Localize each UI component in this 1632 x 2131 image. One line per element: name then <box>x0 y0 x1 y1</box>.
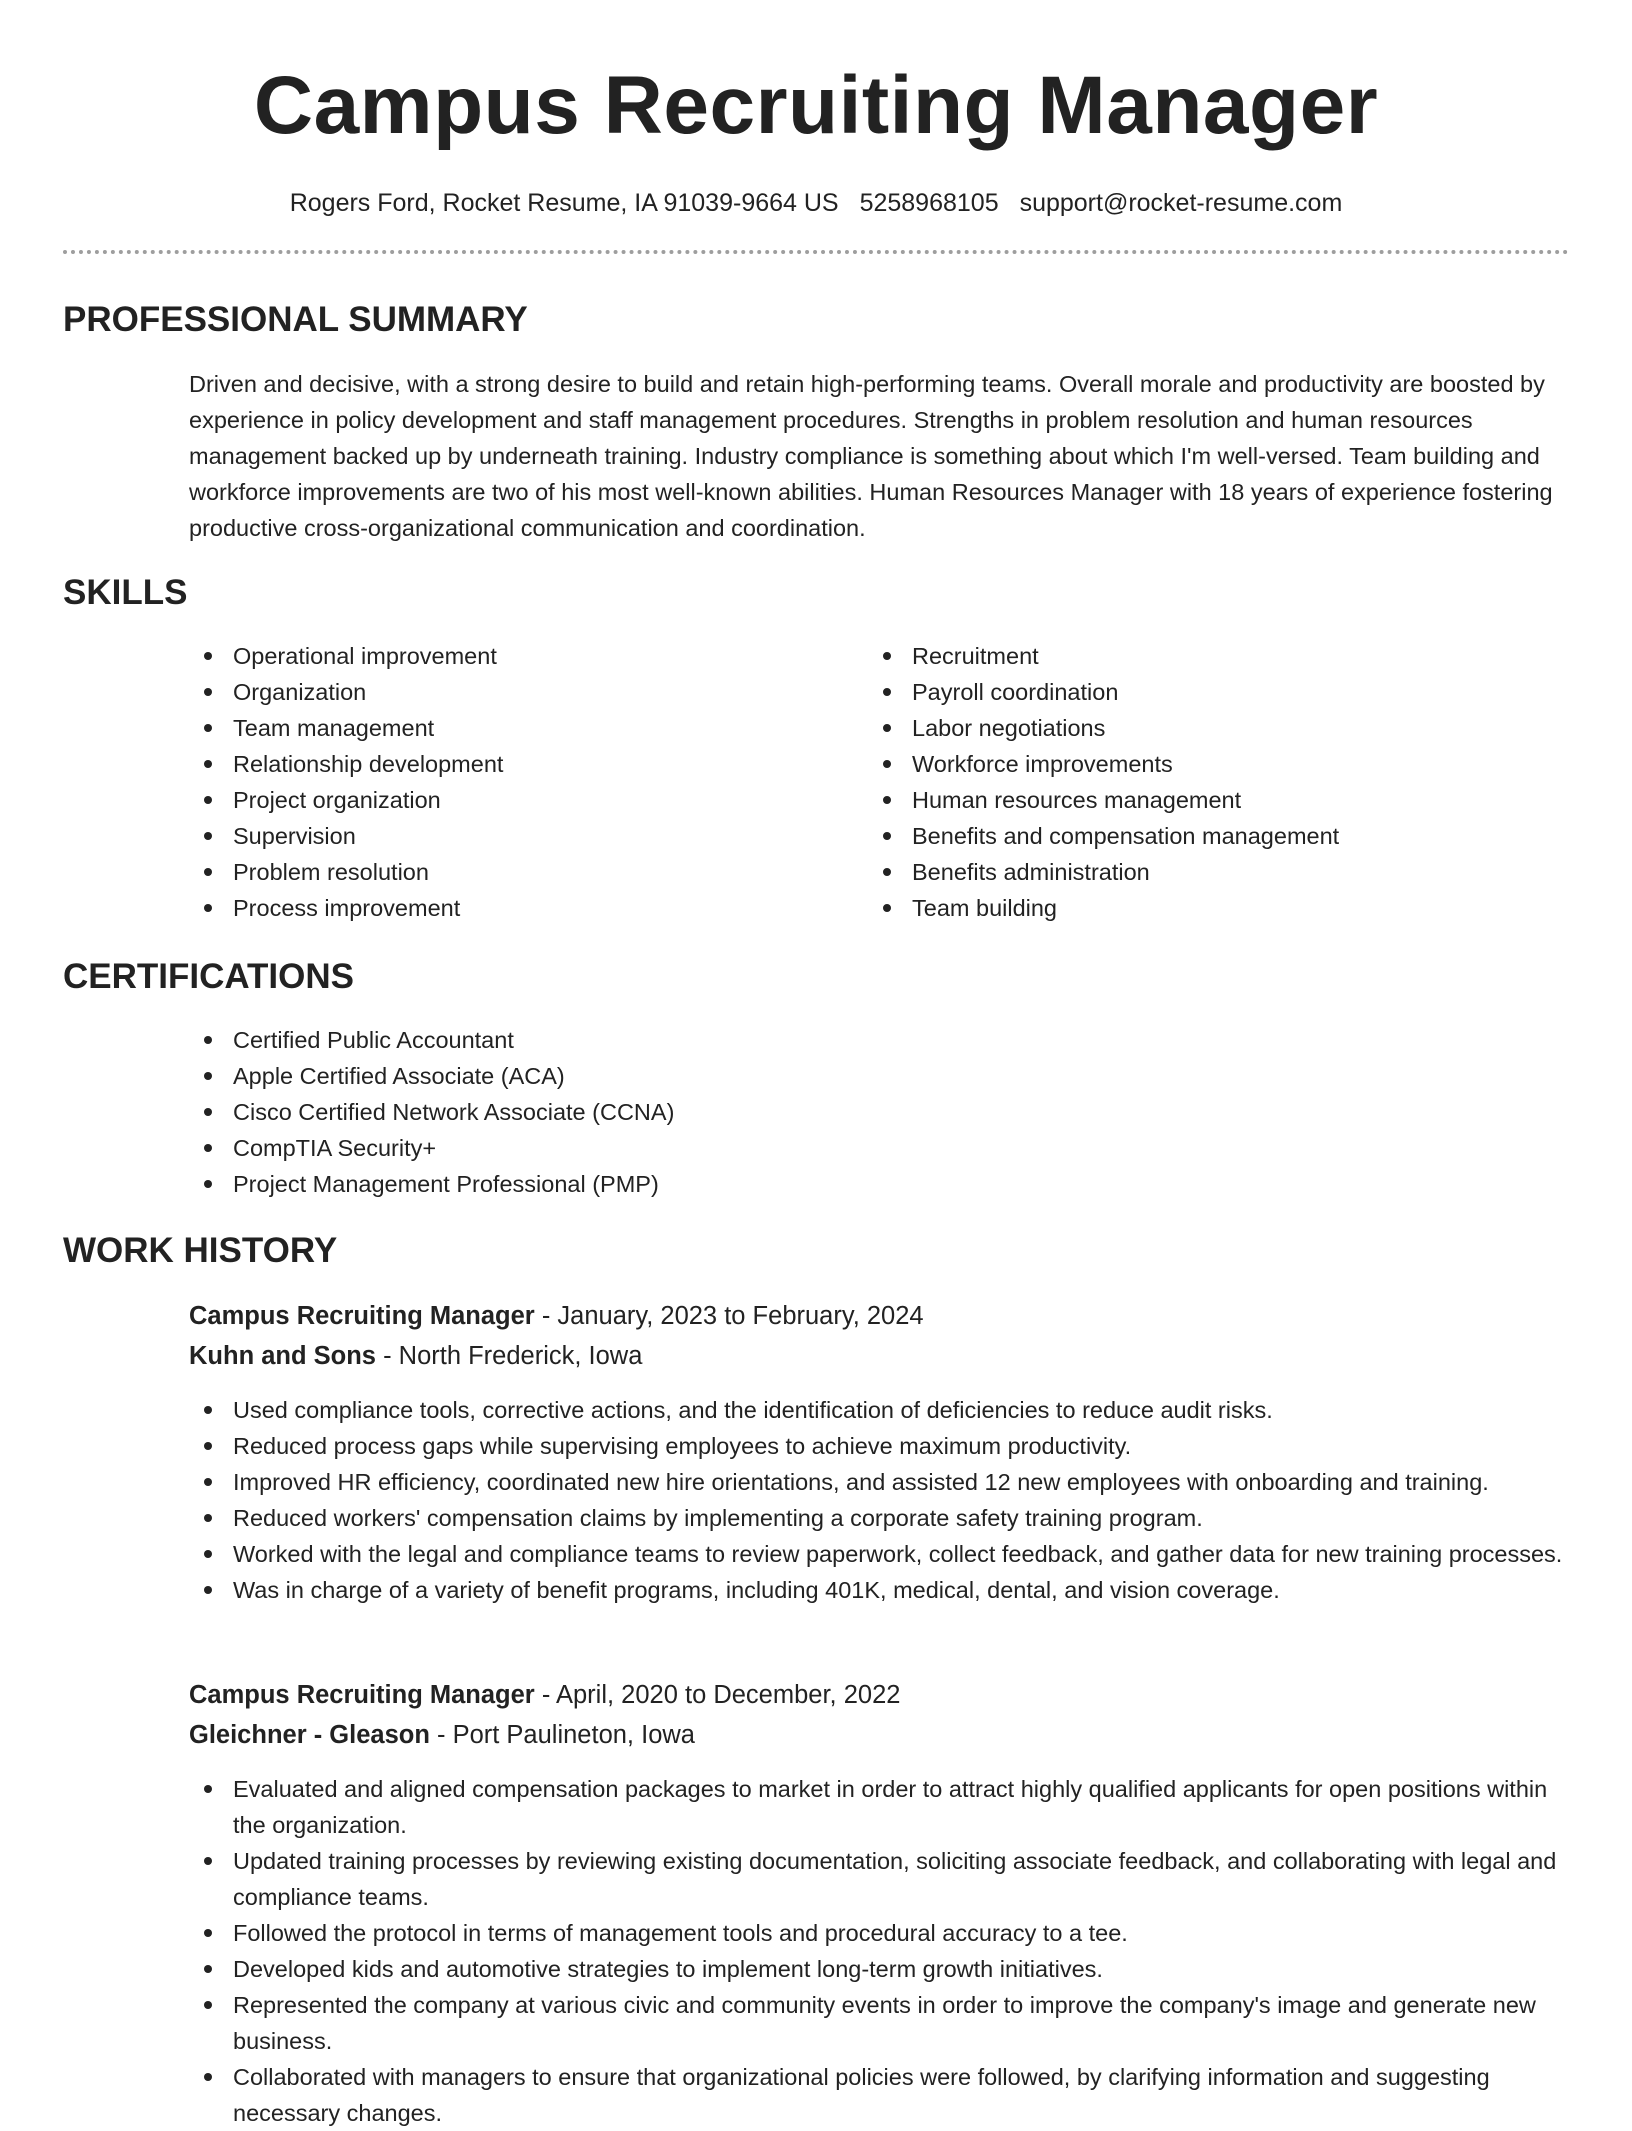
bullet-icon <box>204 1965 212 1973</box>
bullet-icon <box>204 1144 212 1152</box>
certification-item: Apple Certified Associate (ACA) <box>189 1058 1569 1094</box>
bullet-icon <box>204 1180 212 1188</box>
skill-item: Benefits administration <box>868 854 1568 890</box>
job-title-line <box>189 1675 900 1715</box>
bullet-icon <box>204 796 212 804</box>
section-title-certifications: CERTIFICATIONS <box>63 957 355 996</box>
certification-item: Project Management Professional (PMP) <box>189 1166 1569 1202</box>
bullet-icon <box>204 904 212 912</box>
skill-item: Organization <box>189 674 849 710</box>
skill-item: Recruitment <box>868 638 1568 674</box>
job-bullet-item: Reduced process gaps while supervising employees to achieve maximum productivity. <box>189 1428 1569 1464</box>
bullet-icon <box>204 2001 212 2009</box>
job-dates: - April, 2020 to December, 2022 <box>534 1681 901 1709</box>
skill-item: Supervision <box>189 818 849 854</box>
job-bullet-item: Developed kids and automotive strategies to implement long-term growth initiatives. <box>189 1951 1569 1987</box>
contact-line <box>0 188 1632 218</box>
bullet-icon <box>204 868 212 876</box>
summary-text: Driven and decisive, with a strong desire to build and retain high-performing teams. Overall morale and productivity are boosted by experience in policy development and staff management procedures. Strengths in problem resolution and human resources management backed up by underneath training. Industry compliance is something about which I'm well-versed. Team building and workforce improvements are two of his most well-known abilities. Human Resources Manager with 18 years of experience fostering productive cross-organizational communication and coordination. <box>189 371 1553 541</box>
contact-phone: 5258968105 <box>859 189 999 217</box>
bullet-icon <box>204 1108 212 1116</box>
skill-item: Labor negotiations <box>868 710 1568 746</box>
job-bullet-item: Worked with the legal and compliance teams to review paperwork, collect feedback, and gather data for new training processes. <box>189 1536 1569 1572</box>
bullet-icon <box>204 1857 212 1865</box>
bullet-icon <box>204 688 212 696</box>
job-bullet-item: Updated training processes by reviewing existing documentation, soliciting associate feedback, and collaborating with legal and compliance teams. <box>189 1843 1569 1915</box>
certification-item: Certified Public Accountant <box>189 1022 1569 1058</box>
contact-address: Rogers Ford, Rocket Resume, IA 91039-9664 US <box>289 189 839 217</box>
skills-list-left <box>189 638 849 926</box>
job-company: Gleichner - Gleason <box>189 1721 430 1749</box>
bullet-icon <box>883 796 891 804</box>
job-company-line <box>189 1336 642 1376</box>
skill-item: Benefits and compensation management <box>868 818 1568 854</box>
skill-item: Operational improvement <box>189 638 849 674</box>
bullet-icon <box>204 1550 212 1558</box>
job-bullet-item: Followed the protocol in terms of management tools and procedural accuracy to a tee. <box>189 1915 1569 1951</box>
bullet-icon <box>204 652 212 660</box>
job-bullet-item: Represented the company at various civic and community events in order to improve the company's image and generate new business. <box>189 1987 1569 2059</box>
bullet-icon <box>204 1785 212 1793</box>
bullet-icon <box>883 868 891 876</box>
resume-title: Campus Recruiting Manager <box>253 60 1379 151</box>
job-bullet-item: Was in charge of a variety of benefit programs, including 401K, medical, dental, and vision coverage. <box>189 1572 1569 1608</box>
certification-item: CompTIA Security+ <box>189 1130 1569 1166</box>
bullet-icon <box>204 1514 212 1522</box>
resume-header <box>0 0 1632 218</box>
skill-item: Relationship development <box>189 746 849 782</box>
section-title-work-history: WORK HISTORY <box>63 1231 338 1270</box>
skill-item: Team management <box>189 710 849 746</box>
bullet-icon <box>204 1406 212 1414</box>
bullet-icon <box>204 1072 212 1080</box>
skill-item: Team building <box>868 890 1568 926</box>
bullet-icon <box>204 724 212 732</box>
job-title: Campus Recruiting Manager <box>189 1681 535 1709</box>
bullet-icon <box>204 1929 212 1937</box>
bullet-icon <box>883 760 891 768</box>
bullet-icon <box>204 1478 212 1486</box>
job-bullet-item: Improved HR efficiency, coordinated new hire orientations, and assisted 12 new employees with onboarding and training. <box>189 1464 1569 1500</box>
bullet-icon <box>883 724 891 732</box>
job-bullet-item: Reduced workers' compensation claims by implementing a corporate safety training program. <box>189 1500 1569 1536</box>
skill-item: Payroll coordination <box>868 674 1568 710</box>
bullet-icon <box>204 1036 212 1044</box>
skill-item: Project organization <box>189 782 849 818</box>
bullet-icon <box>204 832 212 840</box>
job-location: - North Frederick, Iowa <box>376 1342 643 1370</box>
job-title: Campus Recruiting Manager <box>189 1302 535 1330</box>
job-dates: - January, 2023 to February, 2024 <box>534 1302 924 1330</box>
contact-email: support@rocket-resume.com <box>1019 189 1343 217</box>
job-bullets <box>189 1771 1569 2131</box>
header-divider <box>63 250 1569 254</box>
bullet-icon <box>883 832 891 840</box>
skill-item: Problem resolution <box>189 854 849 890</box>
bullet-icon <box>883 688 891 696</box>
job-bullet-item: Used compliance tools, corrective actions, and the identification of deficiencies to reduce audit risks. <box>189 1392 1569 1428</box>
bullet-icon <box>883 904 891 912</box>
bullet-icon <box>204 760 212 768</box>
certifications-list <box>189 1022 1569 1202</box>
bullet-icon <box>204 1442 212 1450</box>
certification-item: Cisco Certified Network Associate (CCNA) <box>189 1094 1569 1130</box>
skill-item: Process improvement <box>189 890 849 926</box>
job-bullets <box>189 1392 1569 1608</box>
skill-item: Workforce improvements <box>868 746 1568 782</box>
skill-item: Human resources management <box>868 782 1568 818</box>
bullet-icon <box>204 1586 212 1594</box>
job-location: - Port Paulineton, Iowa <box>429 1721 695 1749</box>
section-title-skills: SKILLS <box>63 573 188 612</box>
skills-list-right <box>868 638 1568 926</box>
job-bullet-item: Collaborated with managers to ensure that organizational policies were followed, by clarifying information and suggesting necessary changes. <box>189 2059 1569 2131</box>
bullet-icon <box>204 2073 212 2081</box>
job-company: Kuhn and Sons <box>189 1342 376 1370</box>
job-bullet-item: Evaluated and aligned compensation packages to market in order to attract highly qualified applicants for open positions within the organization. <box>189 1771 1569 1843</box>
job-company-line <box>189 1715 695 1755</box>
section-title-summary: PROFESSIONAL SUMMARY <box>63 300 528 339</box>
bullet-icon <box>883 652 891 660</box>
job-title-line <box>189 1296 924 1336</box>
